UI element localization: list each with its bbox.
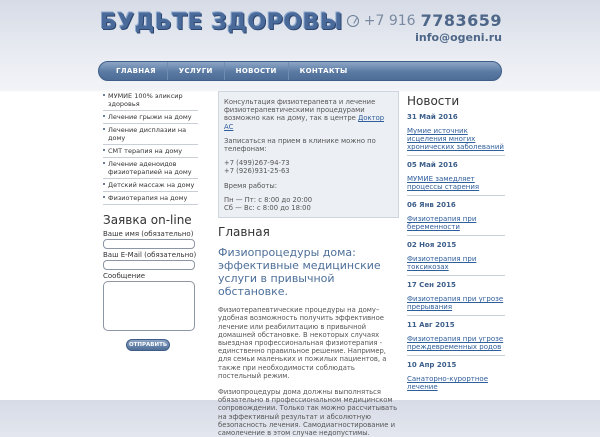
site-logo[interactable]: БУДЬТЕ ЗДОРОВЫ <box>100 10 344 35</box>
message-label: Сообщение <box>103 272 146 280</box>
form-title: Заявка on-line <box>103 213 192 227</box>
news-title: Новости <box>407 94 460 108</box>
news-link[interactable]: Физиотерапия при угрозе прерывания <box>407 295 504 311</box>
news-link[interactable]: Санаторно-курортное лечение <box>407 375 489 391</box>
name-input[interactable] <box>103 239 195 249</box>
news-date: 31 Май 2016 <box>407 113 458 121</box>
news-date: 06 Янв 2016 <box>407 201 456 209</box>
news-link[interactable]: Физиотерапия при токсикозах <box>407 255 477 271</box>
news-date: 05 Май 2016 <box>407 161 458 169</box>
news-date: 10 Апр 2015 <box>407 361 457 369</box>
nav-news[interactable]: НОВОСТИ <box>225 62 289 80</box>
info-intro <box>224 98 394 131</box>
news-item <box>407 113 505 156</box>
email-label: Ваш E-Mail (обязательно) <box>103 251 197 259</box>
info-hours-title: Время работы: <box>224 181 277 190</box>
phone-icon <box>347 15 359 27</box>
email-input[interactable] <box>103 260 195 270</box>
news-link[interactable]: МУМИЕ замедляет процессы старения <box>407 175 480 191</box>
sidebar-item-smt[interactable]: СМТ терапия на дому <box>103 145 198 158</box>
sidebar-item-physio[interactable]: Физиотерапия на дому <box>103 192 198 205</box>
news-link[interactable]: Мумие источник исцеления многих хронических заболеваний <box>407 127 504 151</box>
news-date: 17 Сен 2015 <box>407 281 456 289</box>
info-intro-text: Консультация физиотерапевта и лечение физиотерапевтическими процедурами возможно как на дому, так в центре <box>224 98 376 123</box>
main-nav <box>98 61 502 81</box>
main-content <box>218 91 399 437</box>
main-paragraph-1: Физиотерапевтические процедуры на дому– удобная возможность получить эффективное лечение или реабилитацию в привычной домашней обстановке. В некоторых случаях выездная профессиональная физиотерапия - единственно правильное решение. Например, для семьи маленьких и пожилых пациентов, а также при необходимости соблюдать постельный режим. <box>218 306 387 380</box>
news-item <box>407 361 505 391</box>
sidebar-item-massage[interactable]: Детский массаж на дому <box>103 179 198 192</box>
nav-home[interactable]: ГЛАВНАЯ <box>105 62 168 80</box>
info-hours-weekend: Сб — Вс: с 8:00 до 18:00 <box>224 204 311 213</box>
header-email[interactable]: info@ogeni.ru <box>415 31 502 44</box>
news-date: 11 Авг 2015 <box>407 321 455 329</box>
news-date: 02 Ноя 2015 <box>407 241 457 249</box>
sidebar-item-adenoids[interactable]: Лечение аденоидов физиотерапией на дому <box>103 158 198 179</box>
nav-services[interactable]: УСЛУГИ <box>168 62 225 80</box>
news-item <box>407 241 505 276</box>
phone-prefix: +7 916 <box>363 12 416 29</box>
submit-button[interactable]: ОТПРАВИТЬ <box>126 339 170 351</box>
doctor-link[interactable]: Доктор АС <box>224 114 385 131</box>
header-contact <box>347 11 502 44</box>
news-link[interactable]: Физиотерапия при беременности <box>407 215 477 231</box>
sidebar-item-hernia[interactable]: Лечение грыжи на дому <box>103 111 198 124</box>
info-box <box>218 91 399 218</box>
news-column <box>407 94 505 391</box>
name-label: Ваше имя (обязательно) <box>103 230 194 238</box>
news-item <box>407 321 505 356</box>
nav-contacts[interactable]: КОНТАКТЫ <box>299 67 348 75</box>
page-title: Главная <box>218 225 270 240</box>
info-appointment: Записаться на прием в клинике можно по телефонам: <box>224 136 376 154</box>
phone-line <box>347 11 502 30</box>
news-item <box>407 161 505 196</box>
phone-number: 7783659 <box>420 11 502 30</box>
info-phone-1: +7 (499)267-94-73 <box>224 159 290 168</box>
info-hours-weekday: Пн — Пт: с 8:00 до 20:00 <box>224 195 313 204</box>
main-paragraph-2: Физиопроцедуры дома должны выполняться обязательно в профессиональном медицинском сопровождении. Только так можно рассчитывать на эффективный результат и абсолютную безопасность лечения. Самодиагностирование и самолечение в этом случае недопустимы. <box>218 388 398 437</box>
news-link[interactable]: Физиотерапия при угрозе преждевременных родов <box>407 335 504 351</box>
message-textarea[interactable] <box>103 281 195 331</box>
news-item <box>407 281 505 316</box>
info-phone-2: +7 (926)931-25-63 <box>224 167 290 176</box>
sidebar-item-dysplasia[interactable]: Лечение дисплазии на дому <box>103 124 198 145</box>
news-item <box>407 201 505 236</box>
sidebar <box>103 90 198 351</box>
info-phones <box>224 159 394 175</box>
info-hours <box>224 196 394 212</box>
sidebar-item-mumie[interactable]: МУМИЕ 100% эликсир здоровья <box>103 90 198 111</box>
page-subtitle: Физиопроцедуры дома: эффективные медицинские услуги в привычной обстановке. <box>218 246 381 299</box>
